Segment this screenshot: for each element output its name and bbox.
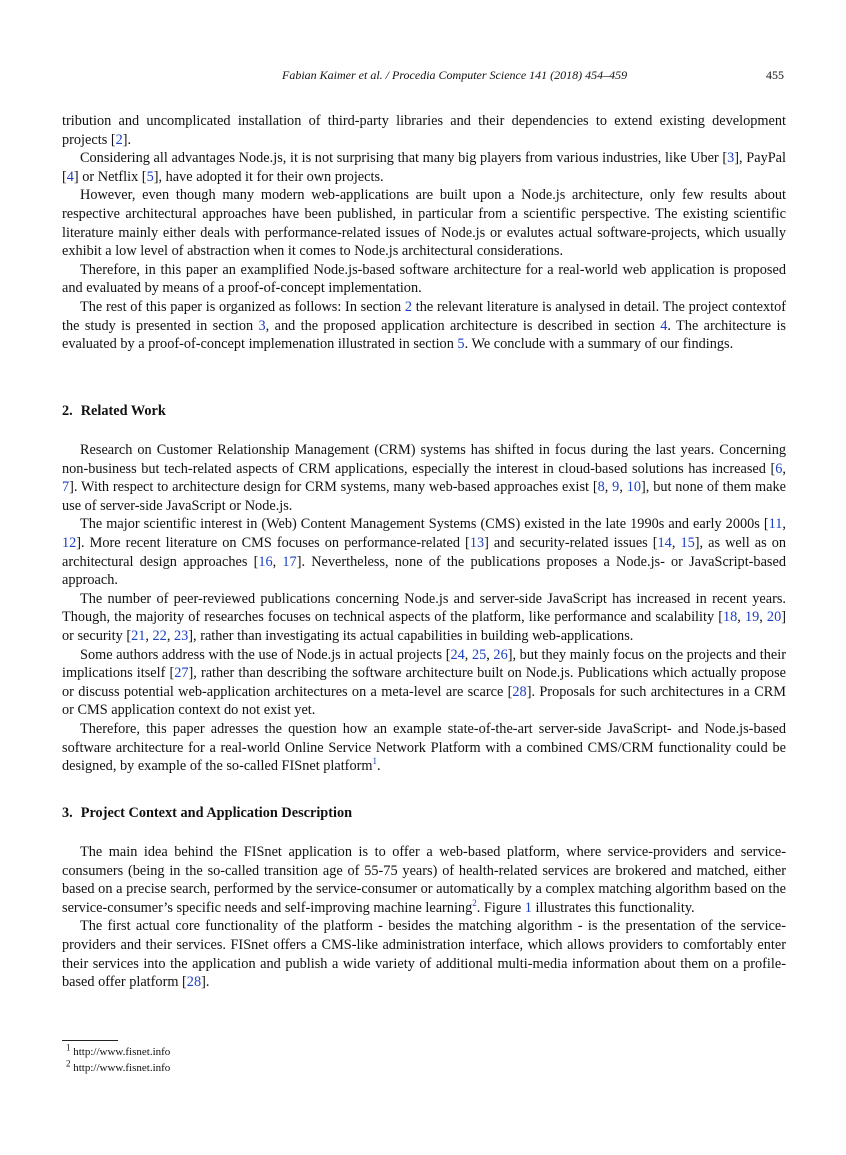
citation-link[interactable]: 13 bbox=[469, 534, 485, 551]
citation-link[interactable]: 14 bbox=[657, 534, 672, 551]
citation-link[interactable]: 10 bbox=[626, 479, 642, 496]
footnote-marker[interactable]: 2 bbox=[472, 898, 477, 909]
figure-link[interactable]: 1 bbox=[524, 899, 532, 916]
paragraph: Therefore, this paper adresses the question how an example state-of-the-art server-side JavaScript- and Node.js-based software architecture for a real-world Online Service Network Platform with a combined CMS/CRM functionality could be designed, by example of the so-called FISnet platform$^1$. bbox=[62, 720, 786, 775]
project-context-block bbox=[62, 843, 786, 992]
citation-link[interactable]: 22 bbox=[152, 627, 167, 644]
citation-link[interactable]: 16 bbox=[258, 553, 273, 570]
journal-citation: Fabian Kaimer et al. / Procedia Computer Science 141 (2018) 454–459 bbox=[282, 68, 628, 82]
citation-link[interactable]: 3 bbox=[727, 150, 735, 167]
section-link[interactable]: 5 bbox=[457, 336, 465, 353]
section-link[interactable]: 4 bbox=[660, 317, 668, 334]
paragraph: Some authors address with the use of Node.js in actual projects [24, 25, 26], but they mainly focus on the projects and their implications itself [27], rather than describing the software architecture built on Node.js. Publications which actually propose or discuss potential web-application architectures on a meta-level are scarce [28]. Proposals for such architectures in a CRM or CMS application context do not exist yet. bbox=[62, 646, 786, 719]
citation-link[interactable]: 23 bbox=[173, 627, 189, 644]
citation-link[interactable]: 21 bbox=[131, 627, 146, 644]
citation-link[interactable]: 26 bbox=[493, 646, 508, 663]
footnote-rule bbox=[62, 1040, 118, 1041]
section-number: 3. bbox=[62, 805, 73, 821]
paragraph: Research on Customer Relationship Management (CRM) systems has shifted in focus during the last years. Concerning non-business but tech-related aspects of CRM applications, especially the interest in cloud-based solutions has increased [6, 7]. With respect to architecture design for CRM systems, many web-based approaches exist [8, 9, 10], but none of them make use of server-side JavaScript or Node.js. bbox=[62, 442, 786, 514]
page-number: 455 bbox=[766, 68, 784, 82]
citation-link[interactable]: 8 bbox=[597, 479, 605, 496]
footnote-number: 2 bbox=[66, 1058, 71, 1069]
citation-link[interactable]: 19 bbox=[744, 609, 760, 626]
citation-link[interactable]: 28 bbox=[512, 683, 527, 700]
citation-link[interactable]: 17 bbox=[282, 553, 297, 570]
paragraph: The main idea behind the FISnet application is to offer a web-based platform, where service-providers and service-consumers (being in the so-called transition age of 55-75 years) of health-related services are brokered and matched, either based on a precise search, performed by the service-consumer or automatically by a complex matching algorithm based on the service-consumer’s specific needs and self-improving machine learning$^2$. Figure 1 illustrates this functionality. bbox=[62, 844, 786, 916]
paragraph: The major scientific interest in (Web) Content Management Systems (CMS) existed in the late 1990s and early 2000s [11, 12]. More recent literature on CMS focuses on performance-related [13] and security-related issues [14, 15], as well as on architectural design approaches [16, 17]. Nevertheless, none of the publications proposes a Node.js- or JavaScript-based approach. bbox=[62, 516, 786, 589]
paragraph: Therefore, in this paper an examplified Node.js-based software architecture for a real-world web application is proposed and evaluated by means of a proof-of-concept implementation. bbox=[62, 261, 786, 297]
section-title: Related Work bbox=[80, 403, 166, 419]
citation-link[interactable]: 11 bbox=[768, 516, 783, 533]
citation-link[interactable]: 6 bbox=[775, 460, 783, 477]
citation-link[interactable]: 15 bbox=[680, 534, 695, 551]
footnote bbox=[66, 1058, 171, 1076]
citation-link[interactable]: 27 bbox=[174, 665, 189, 682]
paragraph: However, even though many modern web-applications are built upon a Node.js architecture, only few results about respective architectural approaches have been published, in particular from a scientific perspective. The existing scientific literature mainly either deals with performance-related issues of Node.js or evalutes actual software-projects, which usually exhibit a low level of abstraction when it comes to Node.js architectural considerations. bbox=[62, 187, 786, 260]
citation-link[interactable]: 24 bbox=[450, 646, 465, 663]
section-heading bbox=[62, 403, 166, 420]
section-number: 2. bbox=[62, 403, 73, 419]
running-header bbox=[62, 68, 784, 84]
paragraph: Considering all advantages Node.js, it is not surprising that many big players from various industries, like Uber [3], PayPal [4] or Netflix [5], have adopted it for their own projects. bbox=[62, 150, 786, 185]
citation-link[interactable]: 9 bbox=[612, 479, 620, 496]
citation-link[interactable]: 28 bbox=[186, 974, 202, 991]
citation-link[interactable]: 25 bbox=[471, 646, 487, 663]
related-work-block bbox=[62, 441, 786, 776]
citation-link[interactable]: 7 bbox=[62, 479, 70, 496]
citation-link[interactable]: 20 bbox=[766, 609, 782, 626]
paragraph: The rest of this paper is organized as follows: In section 2 the relevant literature is analysed in detail. The project contextof the study is presented in section 3, and the proposed application architecture is described in section 4. The architecture is evaluated by a proof-of-concept implemenation illustrated in section 5. We conclude with a summary of our findings. bbox=[62, 298, 786, 353]
paragraph: tribution and uncomplicated installation of third-party libraries and their dependencies to extend existing development projects [2]. bbox=[62, 113, 786, 148]
section-link[interactable]: 3 bbox=[258, 317, 266, 334]
paragraph: The first actual core functionality of the platform - besides the matching algorithm - is the presentation of the service-providers and their services. FISnet offers a CMS-like administration interface, which allows providers to comfortably enter their services into the application and publish a wide variety of additional multi-media information about them on a profile-based offer platform [28]. bbox=[62, 918, 786, 991]
footnote-number: 1 bbox=[66, 1042, 71, 1053]
intro-block bbox=[62, 112, 786, 354]
citation-link[interactable]: 5 bbox=[146, 168, 154, 185]
paragraph: The number of peer-reviewed publications concerning Node.js and server-side JavaScript has increased in recent years. Though, the majority of researches focuses on technical aspects of the platform, like performance and scalability [18, 19, 20] or security [21, 22, 23], rather than investigating its actual capabilities in building web-applications. bbox=[62, 590, 786, 644]
footnote bbox=[66, 1042, 171, 1060]
citation-link[interactable]: 4 bbox=[66, 168, 74, 185]
section-link[interactable]: 2 bbox=[404, 298, 413, 315]
footnote-url[interactable]: http://www.fisnet.info bbox=[73, 1062, 171, 1074]
citation-link[interactable]: 12 bbox=[62, 534, 77, 551]
footnote-url[interactable]: http://www.fisnet.info bbox=[73, 1046, 171, 1058]
section-heading bbox=[62, 805, 352, 822]
footnote-marker[interactable]: 1 bbox=[372, 756, 377, 767]
section-title: Project Context and Application Description bbox=[80, 805, 353, 821]
citation-link[interactable]: 2 bbox=[115, 131, 123, 148]
citation-link[interactable]: 18 bbox=[722, 609, 738, 626]
